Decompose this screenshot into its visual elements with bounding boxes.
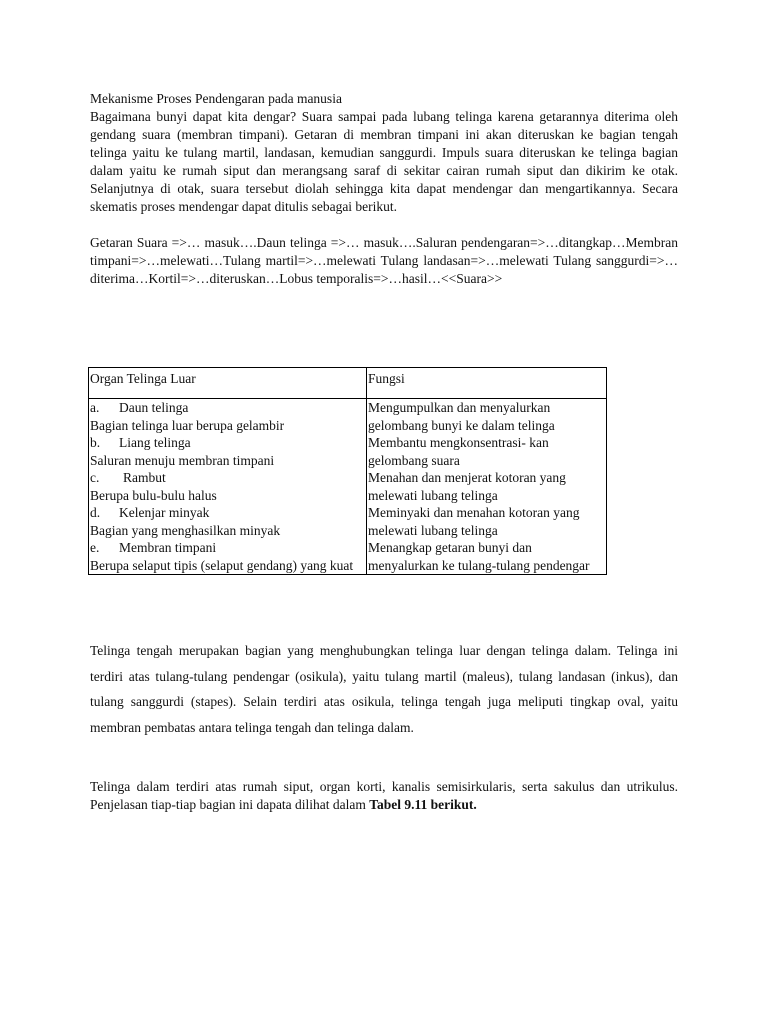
fungsi-b: Membantu mengkonsentrasi- kan gelombang suara: [368, 435, 549, 468]
organ-desc-e: Berupa selaput tipis (selaput gendang) yang kuat: [90, 557, 354, 573]
organ-item-d: d. Kelenjar minyak: [90, 505, 210, 520]
fungsi-e: Menangkap getaran bunyi dan menyalurkan ke tulang-tulang pendengar: [368, 540, 590, 573]
inner-ear-text: Telinga dalam terdiri atas rumah siput, organ korti, kanalis semisirkularis, serta sakulus dan utrikulus. Penjelasan tiap-tiap bagian ini dapata dilihat dalam: [90, 779, 678, 812]
organ-item-e: e. Membran timpani: [90, 540, 217, 555]
table-header-organ: Organ Telinga Luar: [89, 368, 367, 399]
organ-item-c: c. Rambut: [90, 470, 166, 485]
intro-paragraph: Bagaimana bunyi dapat kita dengar? Suara sampai pada lubang telinga karena getarannya diterima oleh gendang suara (membran timpani). Getaran di membran timpani ini akan diteruskan ke bagian tengah telinga yaitu ke tulang martil, landasan, kemudian sanggurdi. Impuls suara diteruskan ke telinga bagian dalam yaitu ke rumah siput dan merangsang saraf di sekitar cairan rumah siput dan dikirim ke otak. Selanjutnya di otak, suara tersebut diolah sehingga kita dapat mendengar dan mengartikannya. Secara skematis proses mendengar dapat ditulis sebagai berikut.: [90, 109, 678, 214]
organ-item-b: b. Liang telinga: [90, 435, 191, 450]
hearing-flow-paragraph: Getaran Suara =>… masuk….Daun telinga =>… masuk….Saluran pendengaran=>…ditangkap…Membran timpani=>…melewati…Tulang martil=>…melewati Tulang landasan=>…melewati Tulang sanggurdi=>…diterima…Kortil=>…diteruskan…Lobus temporalis=>…hasil…<<Suara>>: [90, 235, 678, 286]
organ-item-a: a. Daun telinga: [90, 400, 189, 415]
organ-desc-a: Bagian telinga luar berupa gelambir: [90, 417, 285, 433]
organ-column: [89, 399, 367, 575]
fungsi-a: Mengumpulkan dan menyalurkan gelombang bunyi ke dalam telinga: [368, 400, 555, 433]
middle-ear-paragraph: Telinga tengah merupakan bagian yang menghubungkan telinga luar dengan telinga dalam. Telinga ini terdiri atas tulang-tulang pendengar (osikula), yaitu tulang martil (maleus), tulang landasan (inkus), dan tulang sanggurdi (stapes). Selain terdiri atas osikula, telinga tengah juga meliputi tingkap oval, yaitu membran pembatas antara telinga tengah dan telinga dalam.: [90, 643, 678, 736]
outer-ear-table: [88, 367, 607, 575]
inner-ear-paragraph: [90, 778, 678, 814]
table-reference: Tabel 9.11 berikut.: [369, 797, 477, 812]
document-page: [90, 90, 678, 288]
organ-desc-b: Saluran menuju membran timpani: [90, 452, 275, 468]
fungsi-c: Menahan dan menjerat kotoran yang melewati lubang telinga: [368, 470, 566, 503]
organ-desc-c: Berupa bulu-bulu halus: [90, 487, 217, 503]
table-header-row: [89, 368, 607, 399]
fungsi-column: [367, 399, 607, 575]
fungsi-d: Meminyaki dan menahan kotoran yang melewati lubang telinga: [368, 505, 580, 538]
table-body-row: [89, 399, 607, 575]
table-header-fungsi: Fungsi: [367, 368, 607, 399]
document-title: Mekanisme Proses Pendengaran pada manusia: [90, 91, 342, 106]
organ-desc-d: Bagian yang menghasilkan minyak: [90, 522, 281, 538]
